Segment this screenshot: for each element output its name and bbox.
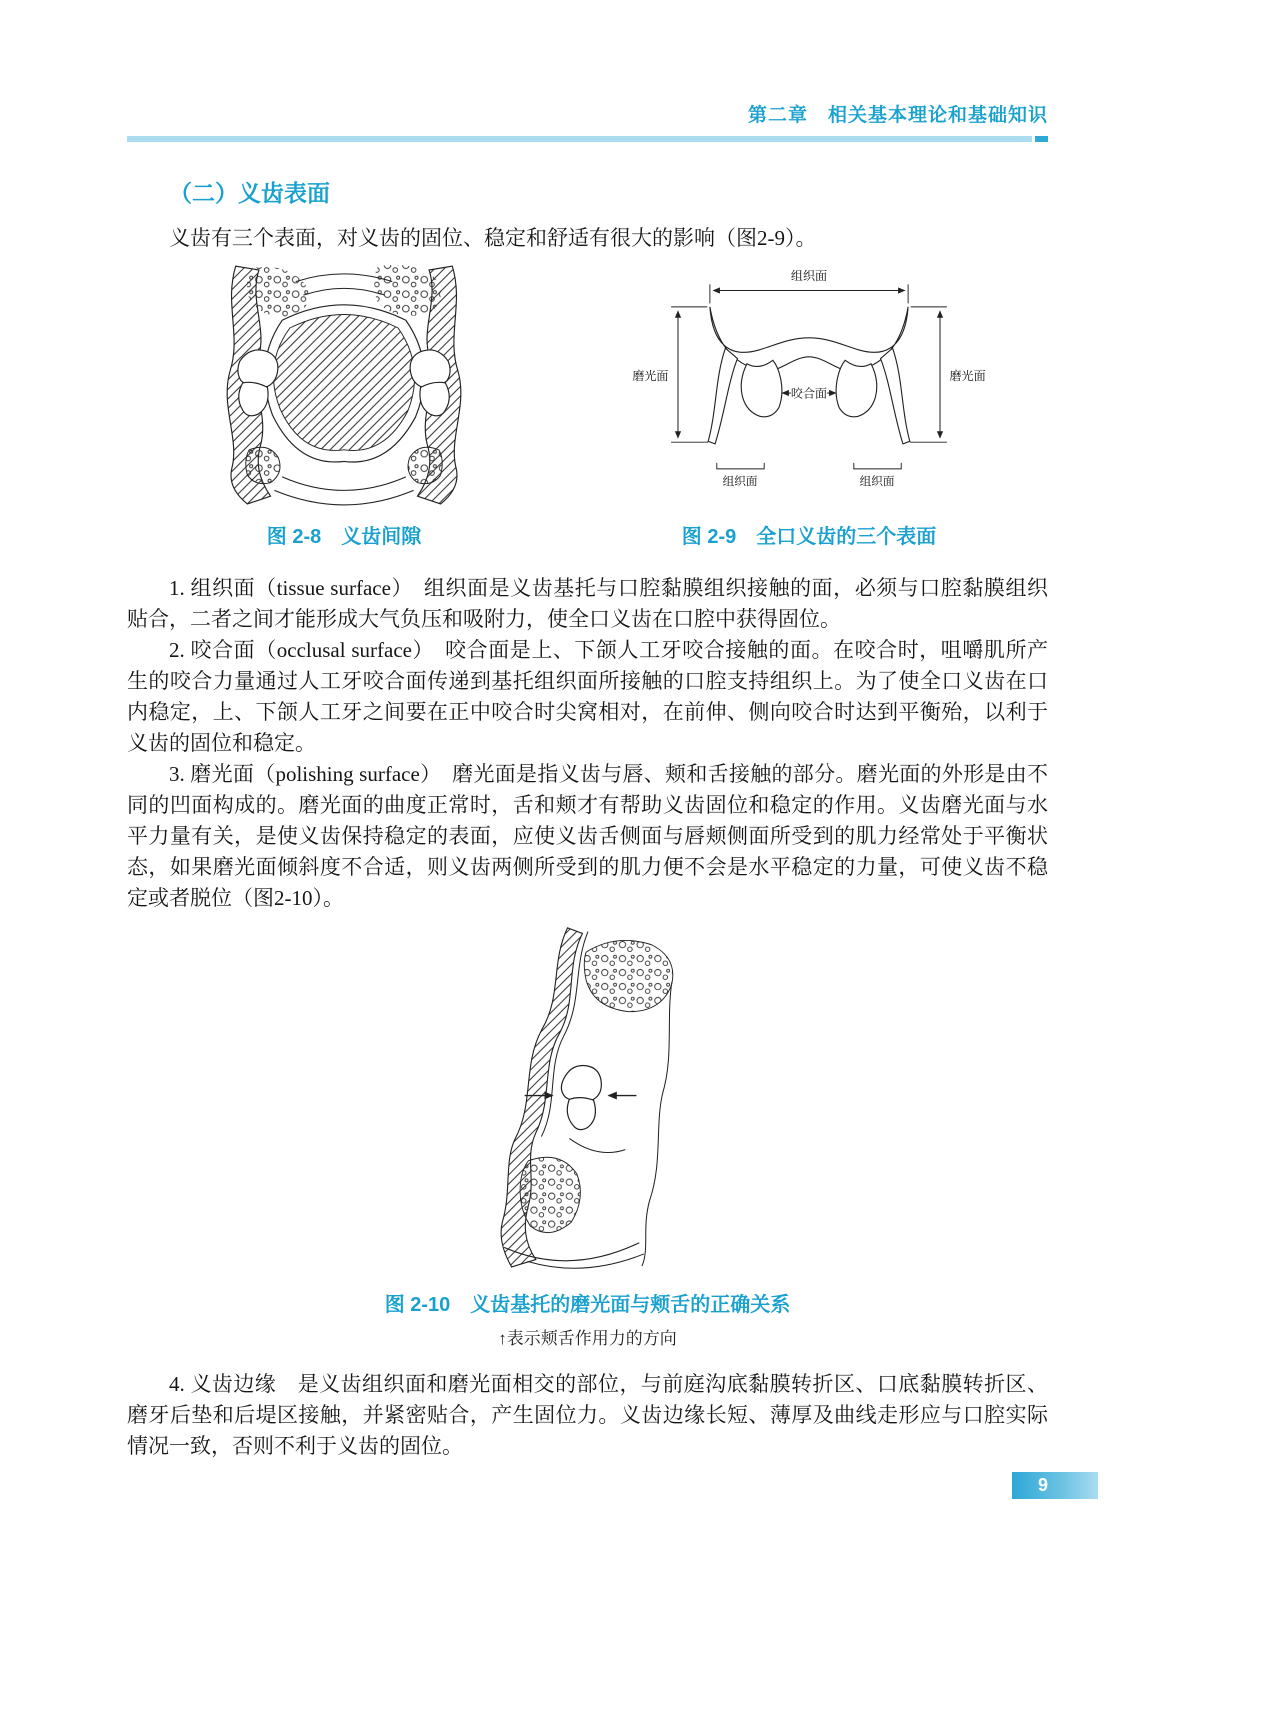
figure-2-8-caption: 图 2-8 义齿间隙 bbox=[266, 526, 422, 548]
paragraph-occlusal-surface: 2. 咬合面（occlusal surface） 咬合面是上、下颌人工牙咬合接触的面。在咬合时，咀嚼肌所产生的咬合力量通过人工牙咬合面传递到基托组织面所接触的口腔支持组织上。为了使全口义齿在口内稳定，上、下颌人工牙之间要在正中咬合时尖窝相对，在前伸、侧向咬合时达到平衡殆，以利于义齿的固位和稳定。 bbox=[127, 638, 1048, 755]
label-polishing-surface-right: 磨光面 bbox=[949, 369, 986, 384]
denture-cross-section bbox=[708, 307, 910, 444]
figure-2-10-caption: 图 2-10 义齿基托的磨光面与颊舌的正确关系 bbox=[384, 1294, 791, 1316]
molar-tooth bbox=[561, 1066, 601, 1130]
label-occlusal-surface: 咬合面 bbox=[790, 386, 828, 401]
sulcus-curve bbox=[569, 1138, 625, 1152]
denture-space-hatched bbox=[273, 314, 414, 450]
page-number-tab bbox=[1012, 1472, 1098, 1499]
figure-2-10-note: ↑表示颊舌作用力的方向 bbox=[498, 1329, 677, 1348]
paragraph-polishing-surface: 3. 磨光面（polishing surface） 磨光面是指义齿与唇、颊和舌接触的部分。磨光面的外形是由不同的凹面构成的。磨光面的曲度正常时，舌和颊才有帮助义齿固位和稳定的作用。义齿磨光面与水平力量有关，是使义齿保持稳定的表面，应使义齿舌侧面与唇颊侧面所受到的肌力经常处于平衡状态，如果磨光面倾斜度不合适，则义齿两侧所受到的肌力便不会是水平稳定的力量，可使义齿不稳定或者脱位（图2-10）。 bbox=[127, 762, 1048, 910]
tongue-side-contour bbox=[642, 982, 672, 1266]
bone-cluster-top bbox=[584, 940, 673, 1011]
paragraph-denture-border: 4. 义齿边缘 是义齿组织面和磨光面相交的部位，与前庭沟底黏膜转折区、口底黏膜转折区、磨牙后垫和后堤区接触，并紧密贴合，产生固位力。义齿边缘长短、薄厚及曲线走形应与口腔实际情况一致，否则不利于义齿的固位。 bbox=[127, 1372, 1048, 1458]
section-heading: （二）义齿表面 bbox=[169, 181, 330, 206]
denture-flange-left bbox=[708, 348, 737, 444]
denture-tooth-left bbox=[741, 360, 782, 417]
page-header bbox=[127, 0, 1048, 142]
figure-2-8 bbox=[199, 260, 489, 549]
mouth-floor-outer bbox=[274, 490, 413, 505]
figure-2-9-caption: 图 2-9 全口义齿的三个表面 bbox=[681, 526, 937, 548]
figure-2-9 bbox=[628, 262, 990, 549]
figure-2-9-drawing bbox=[628, 262, 990, 512]
figure-2-8-drawing bbox=[199, 260, 489, 512]
header-rule-light bbox=[127, 136, 1032, 142]
label-polishing-surface-left: 磨光面 bbox=[632, 369, 669, 384]
intro-paragraph: 义齿有三个表面，对义齿的固位、稳定和舒适有很大的影响（图2-9）。 bbox=[169, 226, 817, 250]
denture-tooth-right bbox=[836, 360, 877, 417]
figures-row bbox=[127, 260, 1048, 549]
header-rule-tip bbox=[1035, 136, 1048, 142]
paragraph-tissue-surface: 1. 组织面（tissue surface） 组织面是义齿基托与口腔黏膜组织接触的面，必须与口腔黏膜组织贴合，二者之间才能形成大气负压和吸附力，使全口义齿在口腔中获得固位。 bbox=[127, 576, 1048, 631]
floor-curve-inner bbox=[527, 1254, 643, 1268]
bone-cluster-bottom-right bbox=[408, 447, 442, 483]
chapter-title: 第二章 相关基本理论和基础知识 bbox=[747, 105, 1048, 126]
denture-base-arch bbox=[710, 307, 908, 371]
page-number: 9 bbox=[1038, 1475, 1049, 1495]
header-rule bbox=[127, 136, 1048, 142]
bone-cluster-bottom-left bbox=[246, 447, 280, 483]
figure-2-10-drawing bbox=[476, 926, 700, 1280]
figure-2-10 bbox=[127, 926, 1048, 1349]
bone-cluster-bottom bbox=[520, 1157, 580, 1232]
label-tissue-surface-bottom-right: 组织面 bbox=[859, 475, 895, 489]
label-tissue-surface-bottom-left: 组织面 bbox=[722, 475, 758, 489]
denture-flange-right bbox=[881, 348, 910, 444]
label-tissue-surface-top: 组织面 bbox=[790, 269, 828, 284]
mouth-floor-inner bbox=[282, 477, 406, 491]
palate-contour-inner bbox=[303, 288, 384, 295]
